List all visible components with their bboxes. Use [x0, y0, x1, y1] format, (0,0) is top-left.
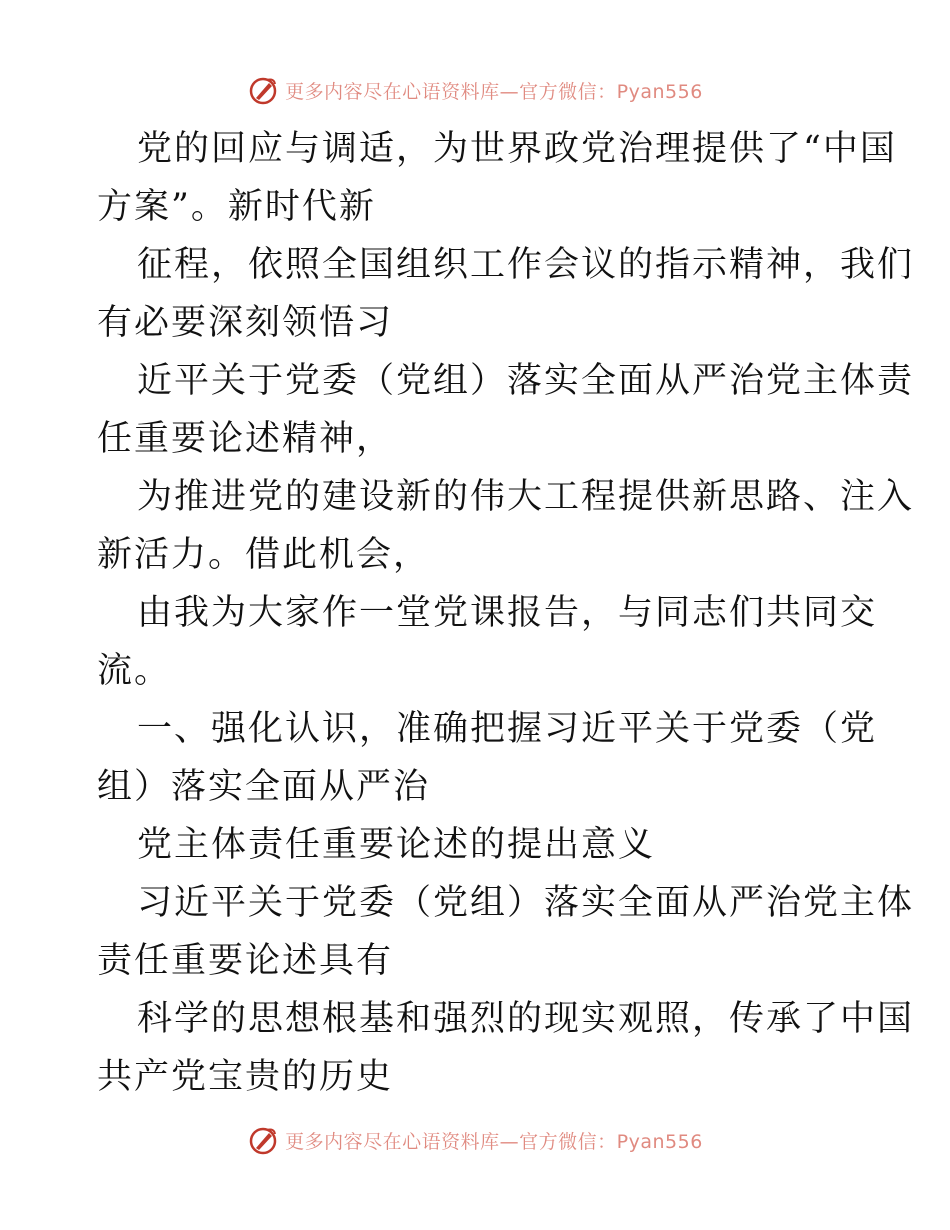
paragraph-line: 近平关于党委（党组）落实全面从严治党主体责 — [137, 361, 915, 401]
paragraph-line: 新活力。借此机会， — [97, 535, 431, 575]
paragraph-line: 党的回应与调适，为世界政党治理提供了“中国 — [137, 129, 897, 169]
paragraph-line: 共产党宝贵的历史 — [97, 1057, 394, 1097]
paragraph-line: 流。 — [97, 651, 172, 691]
paragraph-line: 科学的思想根基和强烈的现实观照，传承了中国 — [137, 999, 915, 1039]
quill-seal-icon — [247, 74, 279, 106]
paragraph-line: 征程，依照全国组织工作会议的指示精神，我们 — [137, 245, 915, 285]
paragraph-line: 责任重要论述具有 — [97, 941, 394, 981]
paragraph-line: 为推进党的建设新的伟大工程提供新思路、注入 — [137, 477, 915, 517]
paragraph-line: 方案”。新时代新 — [97, 187, 376, 227]
paragraph-line: 任重要论述精神， — [97, 419, 394, 459]
paragraph-line: 党主体责任重要论述的提出意义 — [137, 825, 656, 865]
footer-watermark — [0, 1120, 950, 1160]
header-watermark — [0, 70, 950, 110]
document-body — [97, 120, 915, 1106]
paragraph-line: 组）落实全面从严治 — [97, 767, 431, 807]
paragraph-line: 习近平关于党委（党组）落实全面从严治党主体 — [137, 883, 915, 923]
quill-seal-icon — [247, 1124, 279, 1156]
watermark-text: 更多内容尽在心语资料库—官方微信：Pyan556 — [285, 80, 703, 103]
paragraph-line: 有必要深刻领悟习 — [97, 303, 394, 343]
paragraph-line: 由我为大家作一堂党课报告，与同志们共同交 — [137, 593, 878, 633]
watermark-text: 更多内容尽在心语资料库—官方微信：Pyan556 — [285, 1130, 703, 1153]
paragraph-line: 一、强化认识，准确把握习近平关于党委（党 — [137, 709, 878, 749]
